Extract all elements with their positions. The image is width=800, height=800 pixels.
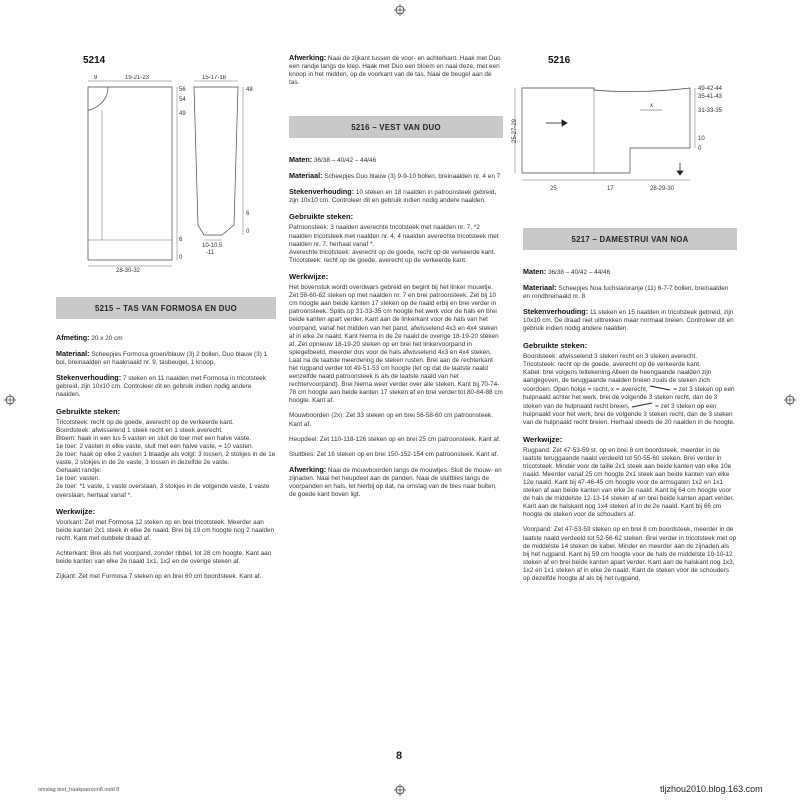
section-band-5216: 5216 – VEST VAN DUO <box>289 116 503 138</box>
werkwijze-heupdeel: Heupdeel: Zet 110-118-126 steken op en brei 25 cm patroonsteek. Kant af. <box>289 435 501 443</box>
gebruikte-a: Boordsteek: afwisselend 3 steken recht en 3 steken averecht. Tricotsteek: recht op de goede, averecht op de verkeerde kant. Kabel: brei volgens teltekening Alleen de heengaande naalden zijn aangegeven, de teruggaande naalden breien zoals de steken zich voordoen. Open hokje = recht, x = averecht, <box>523 352 712 394</box>
diag-sleeve-bottom-2: -11 <box>206 250 215 256</box>
page-number: 8 <box>396 750 403 762</box>
werkwijze-zijkant: Zijkant: Zet met Formosa 7 steken op en brei 60 cm boordsteek. Kant af. <box>56 573 262 581</box>
diag-sleeve-right-3: 0 <box>246 229 250 235</box>
maten-label-3: Maten: <box>523 267 547 276</box>
diag-right-4: 10 <box>698 136 705 142</box>
werkwijze-voorkant: Voorkant: Zet met Formosa 12 steken op en brei tricotsteek. Meerder aan beide kanten 2x1 steek in elke 2e naald. Brei bij 19 cm hoogte nog 2 naalden recht. Kant met dubbele draad af. <box>56 518 275 542</box>
diag-front-right-3: 49 <box>179 111 186 117</box>
gebruikte-b: = zet 3 steken op een hulpnaald achter het werk, brei de volgende 3 steken recht, dan de 3 steken van de hulpnaald recht breien, <box>523 386 735 411</box>
diag-front-right-1: 56 <box>179 87 186 93</box>
registration-mark-left <box>4 394 16 406</box>
gebruikte-text: Tricotsteek: recht op de goede, averecht op de verkeerde kant. Boordsteek: afwisselend 1 steek recht en 1 steek averecht. Bloem: haak in een lus 5 vasten en sluit de toer met een halve vaste. 1e toer: 2 vasten in elke vaste, sluit met een halve vaste, = 10 vasten. 2e toer: haak op elke 2 vasten 1 blaadje als volgt: 3 lossen, 2 stokjes in de 1e vaste, 2 stokjes in de 2e vaste, 3 lossen in dezelfde 2e vaste. Gehaakt randje: 1e toer: vasten. 2e toer: *1 vaste, 1 vaste overslaan, 3 stokjes in de volgende vaste, 1 vaste overslaan, herhaal vanaf *. <box>56 418 276 499</box>
maten-value-3: 36/38 – 40/42 – 44/46 <box>547 269 611 276</box>
diag-sleeve-right-2: 6 <box>246 211 250 217</box>
diag-sleeve-top: 15-17-18 <box>202 75 227 81</box>
diag-right-3: 31-33-35 <box>698 108 723 114</box>
afwerking-top-text: Naai de zijkant tussen de voor- en achterkant. Haak met Duo een randje langs de klep. Haak met Duo een bloem en naai deze, met een knoop in het midden, op de voorkant van de tas. Naai de beugel aan de tas. <box>289 55 501 87</box>
afmeting-value: 20 x 20 cm <box>91 335 123 342</box>
werkwijze-achterkant: Achterkant: Brei als het voorpand, zonder ribbel, tot 28 cm hoogte. Kant aan beide kanten van elke 2e naald 1x1, 1x2 en de overige steken af. <box>56 549 272 566</box>
afwerking-bottom-text: Naai de mouwboorden langs de mouwtjes. Sluit de mouw- en zijnaden. Naai het heupdeel aan de panden. Naai de sluitbies langs de voorpanden en hals, let hierbij op dat, na omslag van de bies naar buiten, de goede kant boven ligt. <box>289 466 502 499</box>
right-column-text <box>523 268 737 590</box>
afwerking-label-top: Afwerking: <box>289 53 327 62</box>
werkwijze-mouwboorden: Mouwboorden (2x): Zet 33 steken op en brei 56-58-60 cm patroonsteek. Kant af. <box>289 412 493 428</box>
diag-front-right-2: 54 <box>179 97 186 103</box>
werkwijze-heading-2: Werkwijze: <box>289 271 329 281</box>
gebruikte-heading: Gebruikte steken: <box>56 406 121 416</box>
diag-bottom-3: 28-29-30 <box>650 186 675 192</box>
materiaal-text-2: Scheepjes Duo blauw (3) 9-9-10 bollen, breinaalden nr. 4 en 7 <box>324 173 501 181</box>
diag-x-label: x <box>650 103 653 109</box>
werkwijze-heading: Werkwijze: <box>56 506 96 516</box>
steken-text-2: 10 steken en 18 naalden in patroonsteek gebreid, zijn 10x10 cm. Controleer dit en gebruik indien nodig andere naalden. <box>289 189 497 205</box>
steken-label-2: Stekenverhouding: <box>289 187 355 197</box>
gebruikte-text-3 <box>523 353 737 428</box>
left-column-text <box>56 334 276 588</box>
materiaal-label: Materiaal: <box>56 349 90 359</box>
registration-mark-top <box>394 4 406 16</box>
materiaal-label-2: Materiaal: <box>289 171 323 181</box>
diag-front-bottom: 28-30-32 <box>116 268 141 274</box>
diag-front-right-5: 0 <box>179 255 183 261</box>
steken-text: 7 steken en 11 naalden met Formosa in tricotsteek gebreid, zijn 10x10 cm. Controleer dit en gebruik indien nodig andere naalden. <box>56 375 266 399</box>
cable-left-symbol-icon <box>649 385 671 391</box>
materiaal-text: Scheepjes Formosa groen/blauw (3) 2 bollen, Duo blauw (3) 1 bol, breinaalden en haaknaald nr. 9, tasbeugel, 1 knoop. <box>56 351 268 367</box>
maten-value: 36/38 – 40/42 – 44/46 <box>313 157 377 164</box>
diag-sleeve-right-1: 48 <box>246 87 253 93</box>
diag-front-right-4: 6 <box>179 237 183 243</box>
diagram-5216 <box>510 78 740 198</box>
pattern-number-5216: 5216 <box>548 55 571 66</box>
werkwijze-voorpand: Voorpand: Zet 47-53-59 steken op en brei 8 cm boordsteek, meerder in de laatste naald verdeeld tot 52-56-62 steken. Brei verder in tricotsteek met op de middelste 14 steken de kabel. Minder en meerder aan de zijnaden als bij het rugpand. Kant bij 59 cm hoogte voor de hals de middelste 10-10-12 steken af en brei beide kanten apart verder. Kant aan de halskant nog 1x3, 1x2 en 1x1 steken af in elke 2e naald. Kant de steken voor de schouders op dezelfde hoogte af als bij het rugpand. <box>523 526 737 582</box>
gebruikte-text-2: Patroonsteek: 3 naalden averechte tricotsteek met naalden nr. 7, *2 naalden tricotsteek met naalden nr. 4, 4 naalden averechte tricotsteek met naalden nr. 7, herhaal vanaf *. Averechte tricotsteek: averecht op de goede, recht op de verkeerde kant. Tricotsteek: recht op de goede, averecht op de verkeerde kant. <box>289 224 499 264</box>
werkwijze-rugpand: Rugpand: Zet 47-53-59 st. op en brei 8 cm boordsteek, meerder in de laatste teruggaande naald verdeeld tot 50-55-60 steken. Brei verder in tricotsteek. Minder voor de taille 2x1 steek aan beide kanten van elke 10e naald. Meerder vanaf 25 cm hoogte 2x1 steek aan beide kanten van elke 12e naald. Kant bij 47-46-45 cm hoogte voor de armsgaten 1x2 en 1x1 steken af aan beide kanten van elke 2e naald. Kant bij 64 cm hoogte voor de hals de middelste 12-13-14 steken af en brei beide kanten apart verder. Kant aan de halskant nog 1x4 steken af in de 2e naald. Kant bij 66 cm hoogte de steken voor de schouders af. <box>523 446 735 519</box>
werkwijze-sluitbies: Sluitbies: Zet 16 steken op en brei 150-152-154 cm patroonsteek. Kant af. <box>289 450 499 458</box>
materiaal-text-3: Scheepjes Noa fuchsia/oranje (11) 6-7-7 bollen, breinaalden en rondbreinaald nr. 8 <box>523 285 729 301</box>
middle-top-text <box>289 54 503 94</box>
gebruikte-c: = zet 3 steken op een hulpnaald voor het werk, brei de volgende 3 steken recht, dan de 3 steken van de hulpnaald recht breien. Herhaal steeds de 20 naalden in de hoogte. <box>523 403 735 427</box>
section-band-5215: 5215 – TAS VAN FORMOSA EN DUO <box>56 297 276 319</box>
diag-right-2: 35-41-43 <box>698 94 723 100</box>
diag-bottom-2: 17 <box>607 186 614 192</box>
pattern-number-5214: 5214 <box>83 55 106 66</box>
section-band-5217: 5217 – DAMESTRUI VAN NOA <box>523 228 737 250</box>
steken-text-3: 11 steken en 15 naalden in tricotsteek gebreid, zijn 10x10 cm. De draad niet uittrekken maar normaal breien. Controleer dit en gebruik indien nodig andere naalden. <box>523 309 734 333</box>
diag-sleeve-bottom-1: 10-10.5 <box>202 243 223 249</box>
footer-file-info: omslag text_haakpatroon8.indd 8 <box>38 787 120 793</box>
maten-label: Maten: <box>289 155 313 164</box>
diag-bottom-1: 25 <box>550 186 557 192</box>
materiaal-label-3: Materiaal: <box>523 283 557 293</box>
registration-mark-bottom <box>394 784 406 796</box>
gebruikte-heading-3: Gebruikte steken: <box>523 340 588 350</box>
middle-column-text <box>289 156 503 506</box>
diag-left-label: 25-27-29 <box>512 118 518 143</box>
cable-right-symbol-icon <box>631 402 653 408</box>
steken-label: Stekenverhouding: <box>56 373 122 383</box>
werkwijze-heading-3: Werkwijze: <box>523 434 563 444</box>
registration-mark-right <box>784 394 796 406</box>
werkwijze-bovenstuk: Het bovenstuk wordt overdwars gebreid en begint bij het linker mouwtje. Zet 58-60-62 steken op met naalden nr. 7 en brei patroonsteek. Zet bij 10 cm hoogte aan beide kanten 17 steken op de naald erbij en brei verder in patroonsteek. Splits op 31-33-35 cm hoogte het werk voor de hals en brei beide kanten apart verder. Kant aan de linkerkant voor de hals van het voorpand, vanaf het midden van het pand, afwisselend 4x3 en 4x4 steken af in elke 2e naald. Kant hierna in de 2e naald de overige 18-19-20 steken af. Zet opnieuw 18-19-20 steken op en brei het linkervoorpand in spiegelbeeld, meerder dus voor de hals afwisselend 4x3 en 4x4 steken. Laat na de laatste meerdering de steken rusten. Brei aan de rechterkant het rugpand verder tot 49-51-53 cm hoogte (let op dat de laatste naald eenzelfde naald patroonsteek is als de laatste naald van het rechtervoorpand). Brei hierna weer verder over alle steken. Kant bij 70-74-78 cm hoogte aan beide kanten 17 steken af en brei verder tot 80-84-88 cm hoogte. Kant af. <box>289 284 503 405</box>
gebruikte-heading-2: Gebruikte steken: <box>289 212 354 222</box>
diag-right-1: 49-42-44 <box>698 86 723 92</box>
diag-right-5: 0 <box>698 146 702 152</box>
afmeting-label: Afmeting: <box>56 333 90 342</box>
blog-watermark: tljzhou2010.blog.163.com <box>660 784 763 794</box>
steken-label-3: Stekenverhouding: <box>523 307 589 317</box>
diagram-5214 <box>80 75 275 275</box>
diag-front-top-1: 9 <box>94 75 98 81</box>
diag-front-top-2: 19-21-23 <box>125 75 150 81</box>
afwerking-label-bottom: Afwerking: <box>289 464 327 474</box>
